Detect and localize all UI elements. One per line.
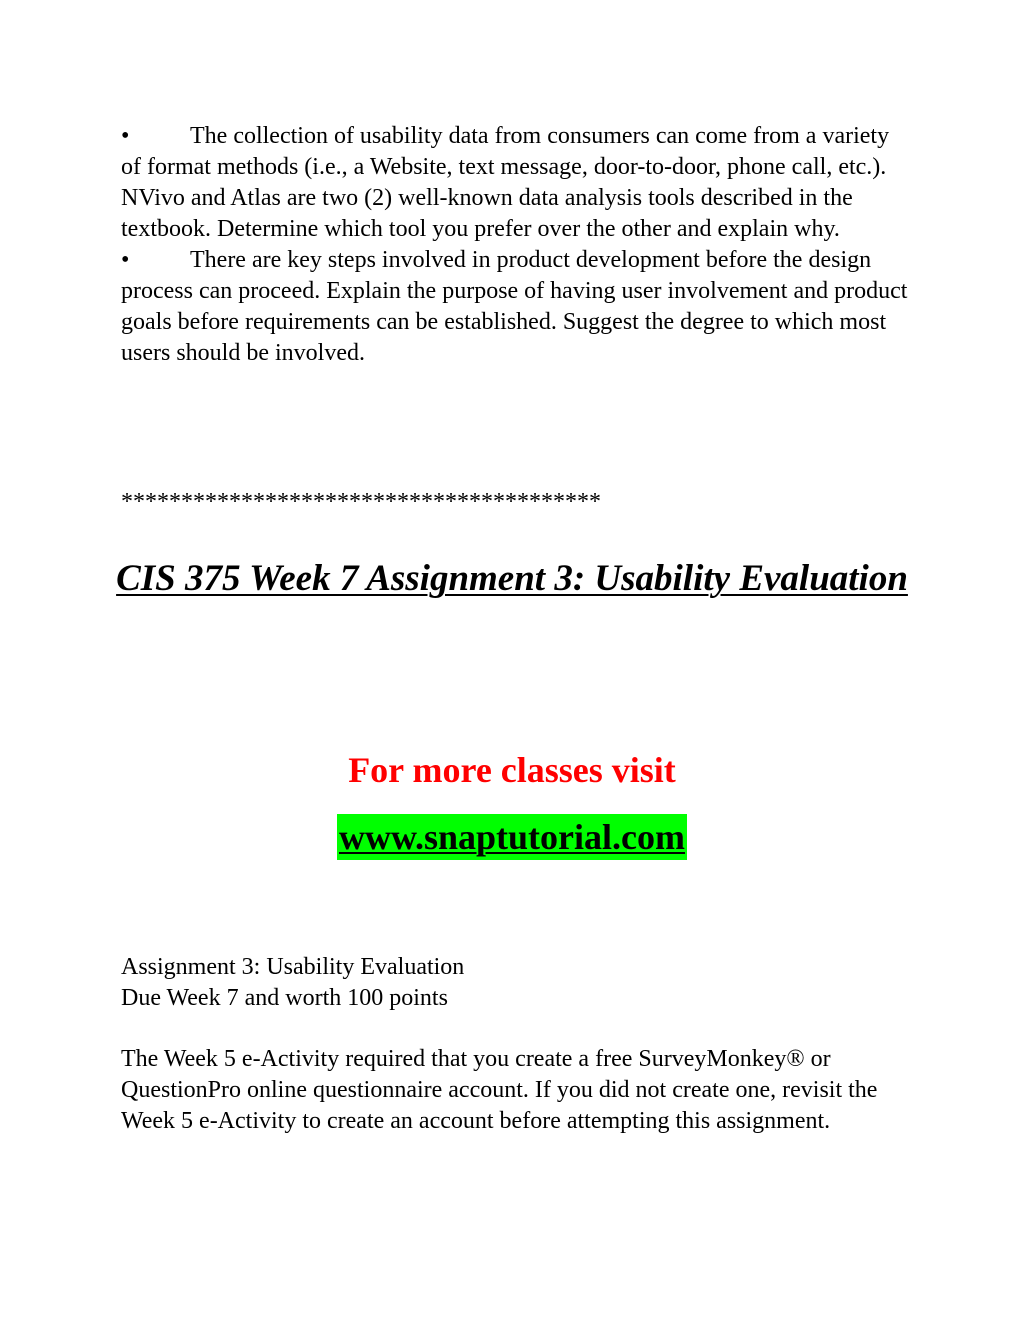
bullet-text: There are key steps involved in product development before the design process can proceed. Explain the purpose of having user involvement and product goals before requirements can be established. Suggest the degree to which most users should be involved. (121, 247, 908, 366)
assignment-name: Assignment 3: Usability Evaluation (121, 954, 465, 980)
bullet-item (121, 121, 911, 245)
assignment-due: Due Week 7 and worth 100 points (121, 985, 448, 1011)
promo-text: For more classes visit (348, 750, 676, 790)
bullet-mark: • (121, 247, 130, 273)
assignment-meta (121, 952, 911, 1014)
promo-link-wrapper (100, 814, 924, 860)
assignment-body (121, 1044, 911, 1137)
promo-link[interactable]: www.snaptutorial.com (337, 814, 687, 860)
bullet-list (121, 121, 911, 369)
page-title: CIS 375 Week 7 Assignment 3: Usability Evaluation (116, 558, 908, 599)
asterisk-separator: **************************************** (121, 489, 601, 515)
bullet-mark: • (121, 123, 130, 149)
body-paragraph: The Week 5 e-Activity required that you create a free SurveyMonkey® or QuestionPro online questionnaire account. If you did not create one, revisit the Week 5 e-Activity to create an account before attempting this assignment. (121, 1046, 878, 1134)
bullet-text: The collection of usability data from consumers can come from a variety of format methods (i.e., a Website, text message, door-to-door, phone call, etc.). NVivo and Atlas are two (2) well-known data analysis tools described in the textbook. Determine which tool you prefer over the other and explain why. (121, 123, 890, 242)
bullet-item (121, 245, 911, 369)
